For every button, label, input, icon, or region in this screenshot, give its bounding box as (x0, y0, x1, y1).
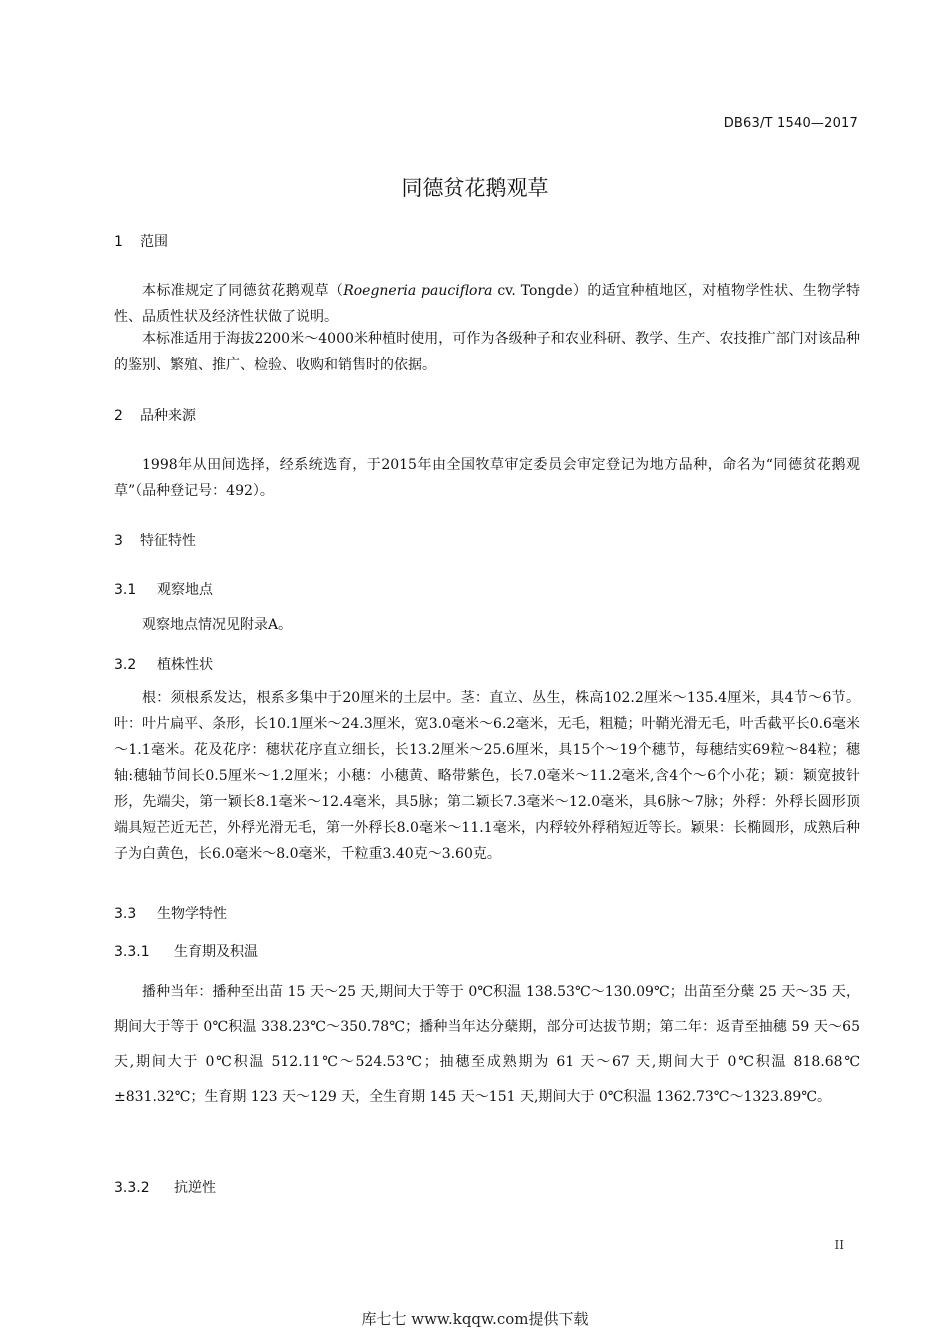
page-title: 同德贫花鹅观草 (401, 176, 549, 200)
section-3-1-paragraph: 观察地点情况见附录A。 (142, 617, 293, 633)
document-code: DB63/T 1540—2017 (723, 116, 858, 131)
section-3-3-1-heading: 3.3.1 生育期及积温 (114, 944, 258, 960)
section-3-heading: 3 特征特性 (114, 533, 196, 549)
section-2-paragraph: 1998年从田间选择，经系统选育，于2015年由全国牧草审定委员会审定登记为地方品种，命名为“同德贫花鹅观草”（品种登记号：492）。 (114, 457, 860, 499)
section-2-heading: 2 品种来源 (114, 408, 196, 424)
section-3-2-heading: 3.2 植株性状 (114, 657, 213, 673)
section-3-3-2-heading: 3.3.2 抗逆性 (114, 1180, 216, 1196)
section-3-1-heading: 3.1 观察地点 (114, 582, 213, 598)
section-3-3-heading: 3.3 生物学特性 (114, 906, 227, 922)
footer-watermark: 库七七 www.kqqw.com提供下载 (361, 1310, 589, 1328)
section-title: 范围 (140, 234, 168, 250)
section-1-paragraph-2: 本标准适用于海拔2200米～4000米种植时使用，可作为各级种子和农业科研、教学、生产、农技推广部门对该品种的鉴别、繁殖、推广、检验、收购和销售时的依据。 (114, 331, 860, 373)
section-1-heading (114, 231, 168, 251)
section-number: 1 (114, 234, 123, 250)
latin-name: Roegneria pauciflora (343, 283, 493, 299)
section-3-2-paragraph: 根：须根系发达，根系多集中于20厘米的土层中。茎：直立、丛生，株高102.2厘米～135.4厘米，具4节～6节。叶：叶片扁平、条形，长10.1厘米～24.3厘米，宽3.0毫米～6.2毫米，无毛，粗糙；叶鞘光滑无毛，叶舌截平长0.6毫米～1.1毫米。花及花序：穗状花序直立细长，长13.2厘米～25.6厘米，具15个～19个穗节，每穗结实69粒～84粒；穗轴:穗轴节间长0.5厘米～1.2厘米；小穗：小穗黄、略带紫色，长7.0毫米～11.2毫米,含4个～6个小花；颖：颖宽披针形，先端尖，第一颖长8.1毫米～12.4毫米，具5脉；第二颖长7.3毫米～12.0毫米，具6脉～7脉；外稃：外稃长圆形顶端具短芒近无芒，外稃光滑无毛，第一外稃长8.0毫米～11.1毫米，内稃较外稃稍短近等长。颖果：长椭圆形，成熟后种子为白黄色，长6.0毫米～8.0毫米，千粒重3.40克～3.60克。 (114, 690, 860, 862)
section-3-3-1-paragraph: 播种当年：播种至出苗 15 天～25 天,期间大于等于 0℃积温 138.53℃～130.09℃；出苗至分蘖 25 天～35 天， 期间大于等于 0℃积温 338.23℃～350.78℃；播种当年达分蘖期，部分可达拔节期；第二年：返青至抽穗 59 天～65 天,期间大于 0℃积温 512.11℃～524.53℃；抽穗至成熟期为 61 天～67 天,期间大于 0℃积温 818.68℃±831.32℃；生育期 123 天～129 天，全生育期 145 天～151 天,期间大于 0℃积温 1362.73℃～1323.89℃。 (114, 984, 860, 1105)
section-1-paragraph-1: 本标准规定了同德贫花鹅观草（Roegneria pauciflora cv. Tongde）的适宜种植地区，对植物学性状、生物学特性、品质性状及经济性状做了说明。 (114, 283, 861, 325)
page-number: II (834, 1238, 844, 1252)
